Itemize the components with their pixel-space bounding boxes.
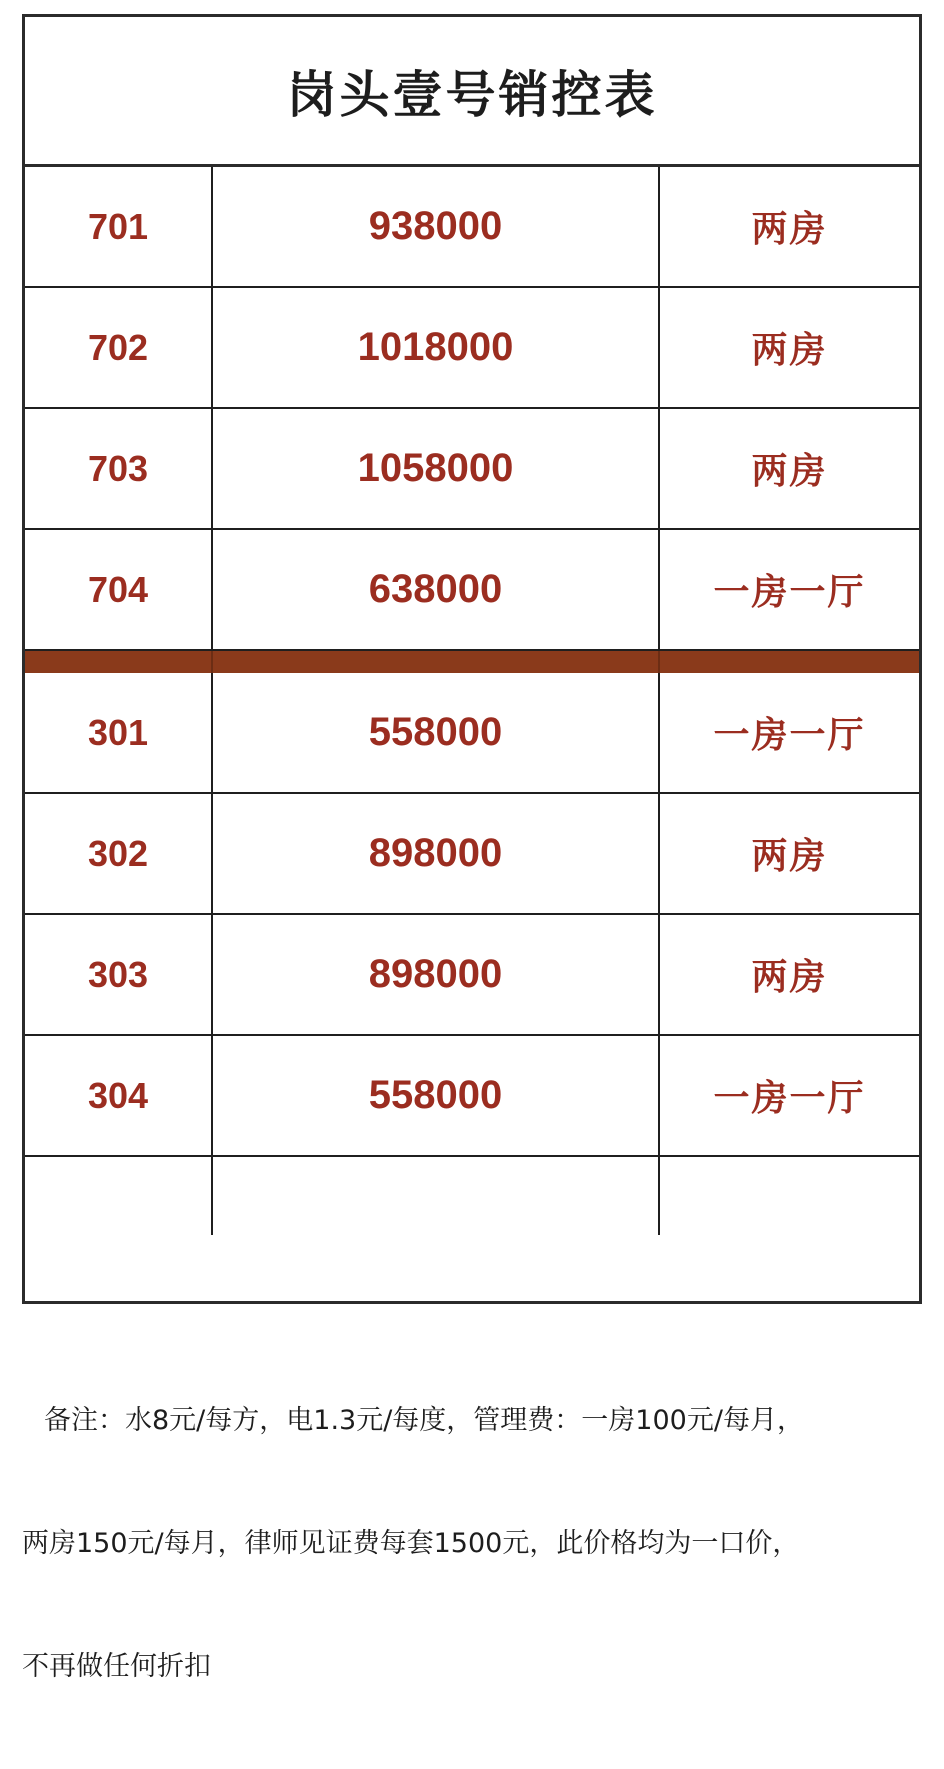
cell-type: 一房一厅 (713, 571, 866, 612)
cell-price: 1058000 (213, 409, 660, 528)
cell-type: 两房 (751, 956, 828, 997)
cell-type: 一房一厅 (713, 714, 866, 755)
cell-price: 638000 (213, 530, 660, 649)
cell-unit: 703 (25, 409, 213, 528)
table-body (25, 167, 919, 1235)
notes-block (22, 1318, 922, 1769)
cell-price: 1018000 (213, 288, 660, 407)
notes-line-3: 不再做任何折扣 (22, 1651, 211, 1683)
cell-price: 558000 (213, 673, 660, 792)
table-row (25, 409, 919, 530)
group-divider (25, 651, 919, 673)
cell-unit: 701 (25, 167, 213, 286)
cell-price-empty (213, 1157, 660, 1235)
cell-price: 558000 (213, 1036, 660, 1155)
table-row (25, 1036, 919, 1157)
cell-type: 两房 (751, 835, 828, 876)
table-row (25, 915, 919, 1036)
table-row (25, 530, 919, 651)
table-row (25, 167, 919, 288)
divider-segment (658, 651, 660, 673)
notes-line-2: 两房150元/每月，律师见证费每套1500元，此价格均为一口价， (22, 1528, 800, 1560)
cell-unit: 303 (25, 915, 213, 1034)
cell-unit: 301 (25, 673, 213, 792)
table-row (25, 288, 919, 409)
cell-price: 898000 (213, 794, 660, 913)
cell-unit: 702 (25, 288, 213, 407)
table-row (25, 673, 919, 794)
cell-unit: 302 (25, 794, 213, 913)
cell-unit: 704 (25, 530, 213, 649)
cell-type: 两房 (751, 208, 828, 249)
notes-line-1: 备注：水8元/每方，电1.3元/每度，管理费：一房100元/每月， (44, 1405, 804, 1437)
table-row-empty (25, 1157, 919, 1235)
cell-unit-empty (25, 1157, 213, 1235)
cell-price: 938000 (213, 167, 660, 286)
cell-type: 两房 (751, 329, 828, 370)
cell-price: 898000 (213, 915, 660, 1034)
cell-type-empty (660, 1157, 919, 1235)
table-title-row (25, 17, 919, 167)
cell-unit: 304 (25, 1036, 213, 1155)
cell-type: 一房一厅 (713, 1077, 866, 1118)
table-row (25, 794, 919, 915)
price-table (22, 14, 922, 1304)
page-title: 岗头壹号销控表 (286, 65, 658, 124)
cell-type: 两房 (751, 450, 828, 491)
divider-segment (211, 651, 213, 673)
